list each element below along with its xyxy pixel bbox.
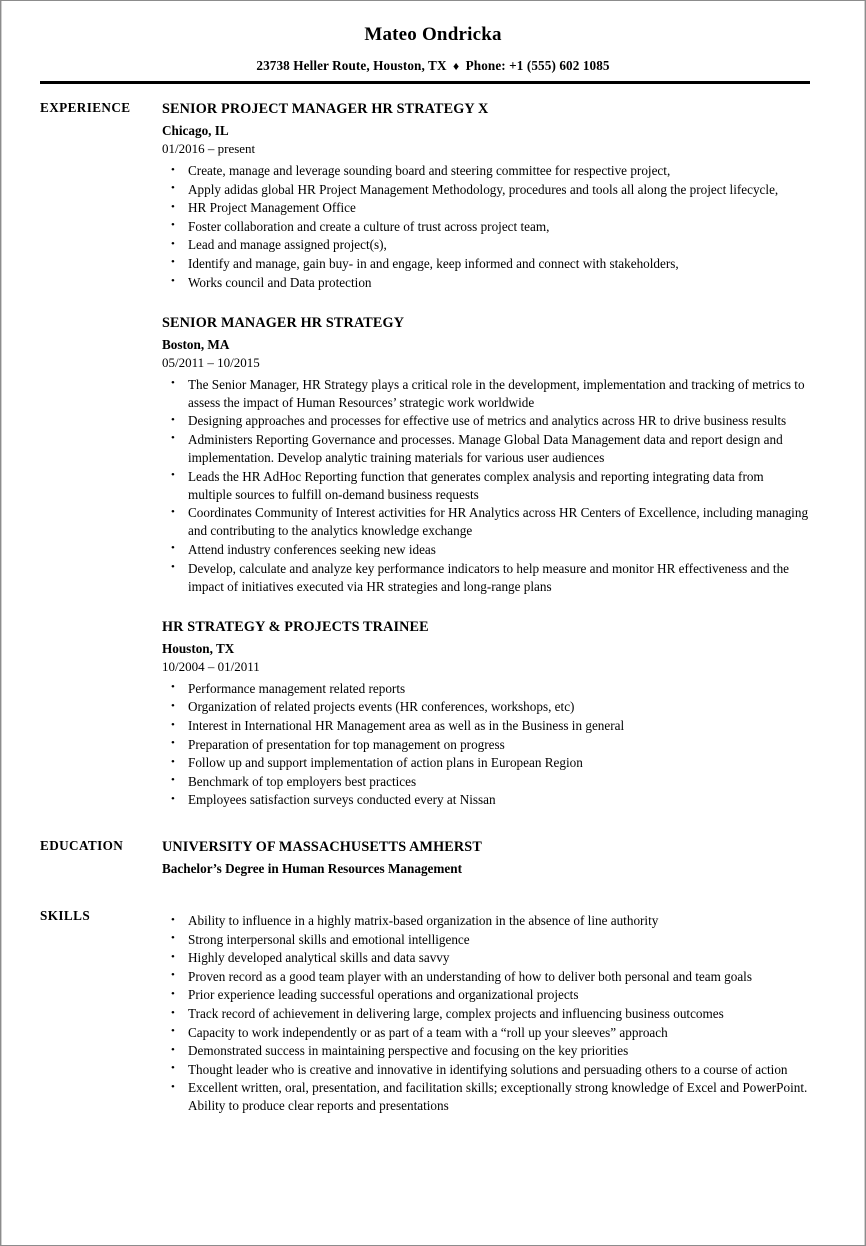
- list-item: • Benchmark of top employers best practices: [162, 773, 810, 791]
- list-item: • Leads the HR AdHoc Reporting function that generates complex analysis and reporting integrating data from multiple sources to fulfill on-demand business requests: [162, 468, 810, 504]
- skills-entries: [124, 908, 864, 1116]
- list-item: • Foster collaboration and create a culture of trust across project team,: [162, 218, 810, 236]
- candidate-phone: Phone: +1 (555) 602 1085: [465, 57, 610, 73]
- list-item: • Performance management related reports: [162, 680, 810, 698]
- section-label-column: [2, 99, 131, 117]
- resume-header: [2, 1, 864, 84]
- skills-bullet-list: [162, 912, 810, 1115]
- candidate-address: 23738 Heller Route, Houston, TX: [256, 57, 447, 73]
- job-location: Chicago, IL: [162, 123, 229, 139]
- list-item: • Capacity to work independently or as part of a team with a “roll up your sleeves” approach: [162, 1024, 810, 1042]
- education-entries: [124, 838, 864, 878]
- list-item: • Prior experience leading successful operations and organizational projects: [162, 986, 810, 1004]
- job-location: Houston, TX: [162, 641, 235, 657]
- candidate-contact-line: [2, 58, 864, 74]
- list-item: • Track record of achievement in delivering large, complex projects and influencing business outcomes: [162, 1005, 810, 1023]
- list-item: • Ability to influence in a highly matrix-based organization in the absence of line authority: [162, 912, 810, 930]
- education-school: UNIVERSITY OF MASSACHUSETTS AMHERST: [162, 838, 482, 855]
- job-title: HR STRATEGY & PROJECTS TRAINEE: [162, 618, 429, 635]
- section-experience: [2, 100, 864, 810]
- section-skills: [2, 908, 864, 1116]
- resume-content: [2, 84, 864, 1116]
- list-item: • Lead and manage assigned project(s),: [162, 236, 810, 254]
- list-item: • The Senior Manager, HR Strategy plays a critical role in the development, implementation and tracking of metrics to assess the impact of Human Resources’ strategic work worldwide: [162, 376, 810, 412]
- list-item: • Coordinates Community of Interest activities for HR Analytics across HR Centers of Excellence, including managing and contributing to the analytics knowledge exchange: [162, 504, 810, 540]
- job-title: SENIOR PROJECT MANAGER HR STRATEGY X: [162, 100, 489, 117]
- job-location: Boston, MA: [162, 337, 230, 353]
- section-label-column: [2, 838, 124, 855]
- job-bullet-list: [162, 680, 810, 810]
- job-dates: 01/2016 – present: [162, 141, 256, 157]
- section-education: [2, 838, 864, 878]
- education-degree: Bachelor’s Degree in Human Resources Management: [162, 861, 462, 877]
- section-label-experience: EXPERIENCE: [40, 99, 131, 115]
- diamond-separator-icon: ♦: [452, 58, 460, 73]
- list-item: • Follow up and support implementation of action plans in European Region: [162, 754, 810, 772]
- list-item: • Apply adidas global HR Project Management Methodology, procedures and tools all along the project lifecycle,: [162, 181, 810, 199]
- candidate-name: Mateo Ondricka: [364, 24, 502, 45]
- list-item: • Demonstrated success in maintaining perspective and focusing on the key priorities: [162, 1042, 810, 1060]
- section-label-education: EDUCATION: [40, 837, 124, 853]
- list-item: • Proven record as a good team player with an understanding of how to deliver both personal and team goals: [162, 968, 810, 986]
- list-item: • Employees satisfaction surveys conducted every at Nissan: [162, 791, 810, 809]
- list-item: • Preparation of presentation for top management on progress: [162, 736, 810, 754]
- list-item: • HR Project Management Office: [162, 199, 810, 217]
- list-item: • Excellent written, oral, presentation, and facilitation skills; exceptionally strong knowledge of Excel and PowerPoint. Ability to produce clear reports and presentations: [162, 1079, 810, 1115]
- list-item: • Organization of related projects events (HR conferences, workshops, etc): [162, 698, 810, 716]
- experience-entries: [124, 100, 864, 810]
- list-item: • Interest in International HR Management area as well as in the Business in general: [162, 717, 810, 735]
- resume-page-inner: [1, 1, 865, 1245]
- job-bullet-list: [162, 376, 810, 596]
- list-item: • Strong interpersonal skills and emotional intelligence: [162, 931, 810, 949]
- education-entry: [162, 838, 810, 878]
- list-item: • Identify and manage, gain buy- in and engage, keep informed and connect with stakeholders,: [162, 255, 810, 273]
- experience-entry: [162, 314, 810, 596]
- list-item: • Designing approaches and processes for effective use of metrics and analytics across HR to drive business results: [162, 412, 810, 430]
- list-item: • Attend industry conferences seeking new ideas: [162, 541, 810, 559]
- list-item: • Works council and Data protection: [162, 274, 810, 292]
- section-label-skills: SKILLS: [40, 908, 91, 924]
- list-item: • Develop, calculate and analyze key performance indicators to help measure and monitor HR effectiveness and the impact of initiatives executed via HR strategies and long-range plans: [162, 560, 810, 596]
- section-label-column: [2, 908, 124, 925]
- list-item: • Administers Reporting Governance and processes. Manage Global Data Management data and report design and implementation. Develop analytic training materials for various user audiences: [162, 431, 810, 467]
- job-dates: 10/2004 – 01/2011: [162, 658, 260, 674]
- experience-entry: [162, 100, 810, 292]
- job-bullet-list: [162, 162, 810, 292]
- experience-entry: [162, 618, 810, 810]
- job-title: SENIOR MANAGER HR STRATEGY: [162, 314, 405, 331]
- list-item: • Thought leader who is creative and innovative in identifying solutions and persuading others to a course of action: [162, 1061, 810, 1079]
- list-item: • Highly developed analytical skills and data savvy: [162, 949, 810, 967]
- job-dates: 05/2011 – 10/2015: [162, 354, 260, 370]
- list-item: • Create, manage and leverage sounding board and steering committee for respective project,: [162, 162, 810, 180]
